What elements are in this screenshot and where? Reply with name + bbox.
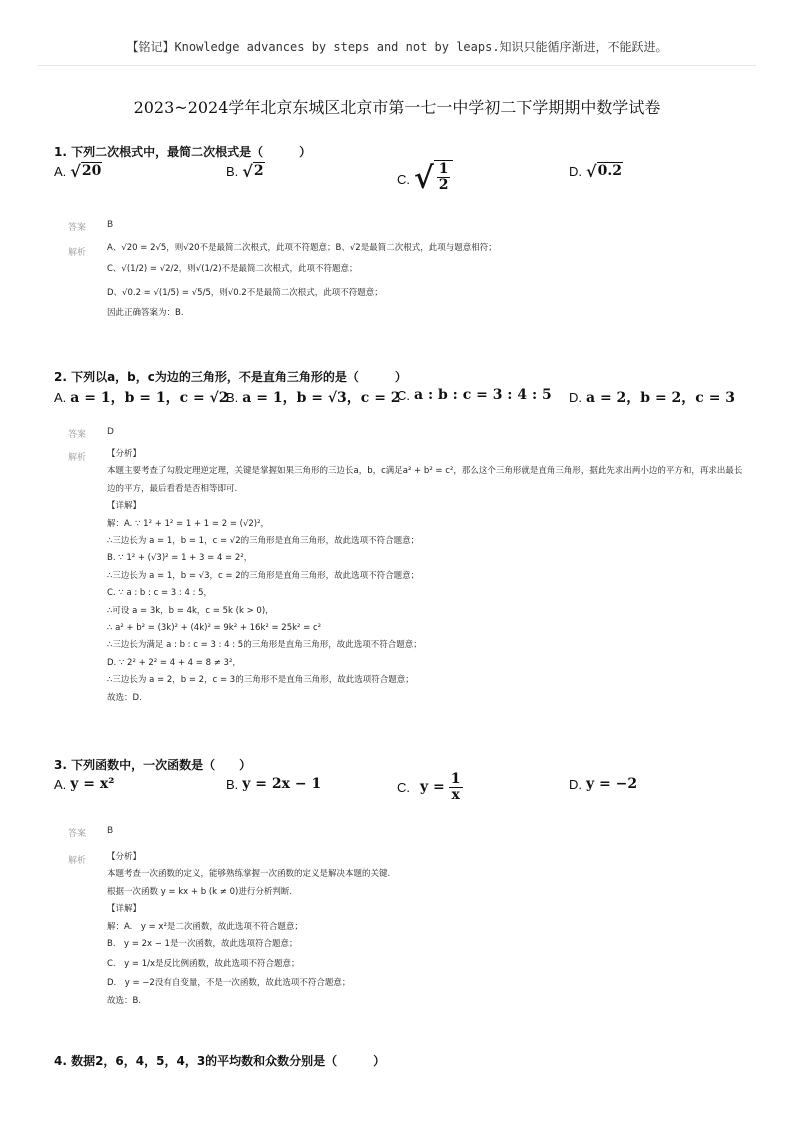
q2-answer-value: D [107, 427, 114, 437]
q1-exp-line: A、√20 = 2√5，则√20不是最简二次根式，此项不符题意；B、√2是最简二次根式，此项与题意相符； [107, 243, 497, 253]
q1-exp-line: D、√0.2 = √(1/5) = √5/5，则√0.2不是最简二次根式，此项不符题意； [107, 288, 383, 299]
q1-option-a: A. √ 20 [54, 162, 102, 181]
q2-exp-line: C. ∵ a : b : c = 3 : 4 : 5， [107, 588, 213, 599]
q3-answer-label: 答案 [68, 829, 87, 839]
q2-option-d: D. a = 2，b = 2，c = 3 [569, 389, 736, 406]
q1-answer-label: 答案 [68, 223, 87, 233]
q1-option-c: C. √ $\frac{1}{2}$ [397, 160, 453, 198]
q1-option-d: D. √ 0.2 [569, 162, 622, 181]
header-motto: 【铭记】Knowledge advances by steps and not by leaps.知识只能循序渐进，不能跃进。 [126, 40, 668, 54]
q2-exp-line: ∴可设 a = 3k，b = 4k，c = 5k (k > 0)， [107, 605, 274, 616]
q3-option-c: C. y = $\frac{1}{x}$ [397, 771, 461, 803]
q2-answer-label: 答案 [68, 430, 87, 440]
q3-answer-value: B [107, 826, 114, 836]
q1-exp-line: 因此正确答案为：B. [107, 308, 184, 319]
q2-exp-line: ∴三边长为 a = 1，b = √3，c = 2的三角形是直角三角形，故此选项不符合题意； [107, 570, 420, 581]
page-title: 2023~2024学年北京东城区北京市第一七一中学初二下学期期中数学试卷 [133, 98, 661, 117]
q2-exp-line: D. ∵ 2² + 2² = 4 + 4 = 8 ≠ 3²， [107, 657, 241, 668]
q2-exp-line: ∴三边长为 a = 1，b = 1，c = √2的三角形是直角三角形，故此选项不符合题意； [107, 535, 420, 546]
q2-exp-heading: 【详解】 [107, 501, 142, 512]
q2-exp-line: ∴ a² + b² = (3k)² + (4k)² = 9k² + 16k² = 25k² = c² [107, 622, 322, 633]
q3-option-d: D. y = −2 [569, 776, 638, 792]
q3-exp-line: 根据一次函数 y = kx + b (k ≠ 0)进行分析判断. [107, 886, 293, 897]
q2-exp-paragraph: 本题主要考查了勾股定理逆定理，关键是掌握如果三角形的三边长a，b，c满足a² + b² = c²，那么这个三角形就是直角三角形，据此先求出两小边的平方和，再求出最长边的平方，最后看看是否相等即可. [107, 466, 743, 494]
q2-exp-line: ∴三边长为满足 a : b : c = 3 : 4 : 5的三角形是直角三角形，故此选项不符合题意； [107, 640, 422, 651]
q2-exp-line: B. ∵ 1² + (√3)² = 1 + 3 = 4 = 2²， [107, 553, 253, 564]
q2-exp-line: ∴三边长为 a = 2，b = 2，c = 3的三角形不是直角三角形，故此选项符合题意； [107, 675, 414, 686]
q2-exp-heading: 【分析】 [107, 449, 142, 459]
q3-option-a: A. y = x² [54, 776, 115, 792]
q3-exp-heading: 【详解】 [107, 904, 142, 915]
q2-option-b: B. a = 1，b = √3，c = 2 [226, 389, 401, 406]
q1-option-b: B. √ 2 [226, 162, 264, 181]
q2-exp-line: 解：A. ∵ 1² + 1² = 1 + 1 = 2 = (√2)²， [107, 518, 270, 529]
q3-analysis-label: 解析 [68, 856, 87, 866]
question-1-options [54, 160, 754, 200]
q3-exp-line: D. y = −2没有自变量，不是一次函数，故此选项不符合题意； [107, 978, 351, 989]
q1-exp-line: C、√(1/2) = √2/2，则√(1/2)不是最简二次根式，此项不符题意； [107, 264, 358, 275]
question-3-stem: 3. 下列函数中，一次函数是（ ） [54, 758, 252, 772]
q3-exp-line: 解：A. y = x²是二次函数，故此选项不符合题意； [107, 921, 303, 932]
q1-explanation [107, 240, 747, 323]
q2-option-a: A. a = 1，b = 1，c = √2 [54, 389, 229, 406]
q1-answer-value: B [107, 220, 114, 230]
header-divider [38, 65, 756, 66]
q3-option-b: B. y = 2x − 1 [226, 776, 322, 792]
question-4-stem: 4. 数据2，6，4，5，4，3的平均数和众数分别是（ ） [54, 1054, 386, 1068]
q1-analysis-label: 解析 [68, 248, 87, 258]
q3-exp-line: B. y = 2x − 1是一次函数，故此选项符合题意； [107, 938, 298, 949]
question-3-options [54, 772, 754, 812]
q2-explanation [107, 446, 747, 707]
q3-explanation [107, 849, 747, 1010]
q3-exp-line: C. y = 1/x是反比例函数，故此选项不符合题意； [107, 959, 300, 970]
q2-analysis-label: 解析 [68, 453, 87, 463]
q3-exp-heading: 【分析】 [107, 852, 142, 862]
q3-exp-line: 本题考查一次函数的定义，能够熟练掌握一次函数的定义是解决本题的关键. [107, 869, 391, 880]
question-1-stem: 1. 下列二次根式中，最简二次根式是（ ） [54, 145, 312, 159]
question-2-stem: 2. 下列以a，b，c为边的三角形，不是直角三角形的是（ ） [54, 370, 407, 384]
question-2-options [54, 387, 754, 427]
q2-option-c: C. a : b : c = 3 : 4 : 5 [397, 387, 552, 403]
q3-exp-line: 故选：B. [107, 995, 142, 1006]
q2-exp-line: 故选：D. [107, 692, 142, 703]
